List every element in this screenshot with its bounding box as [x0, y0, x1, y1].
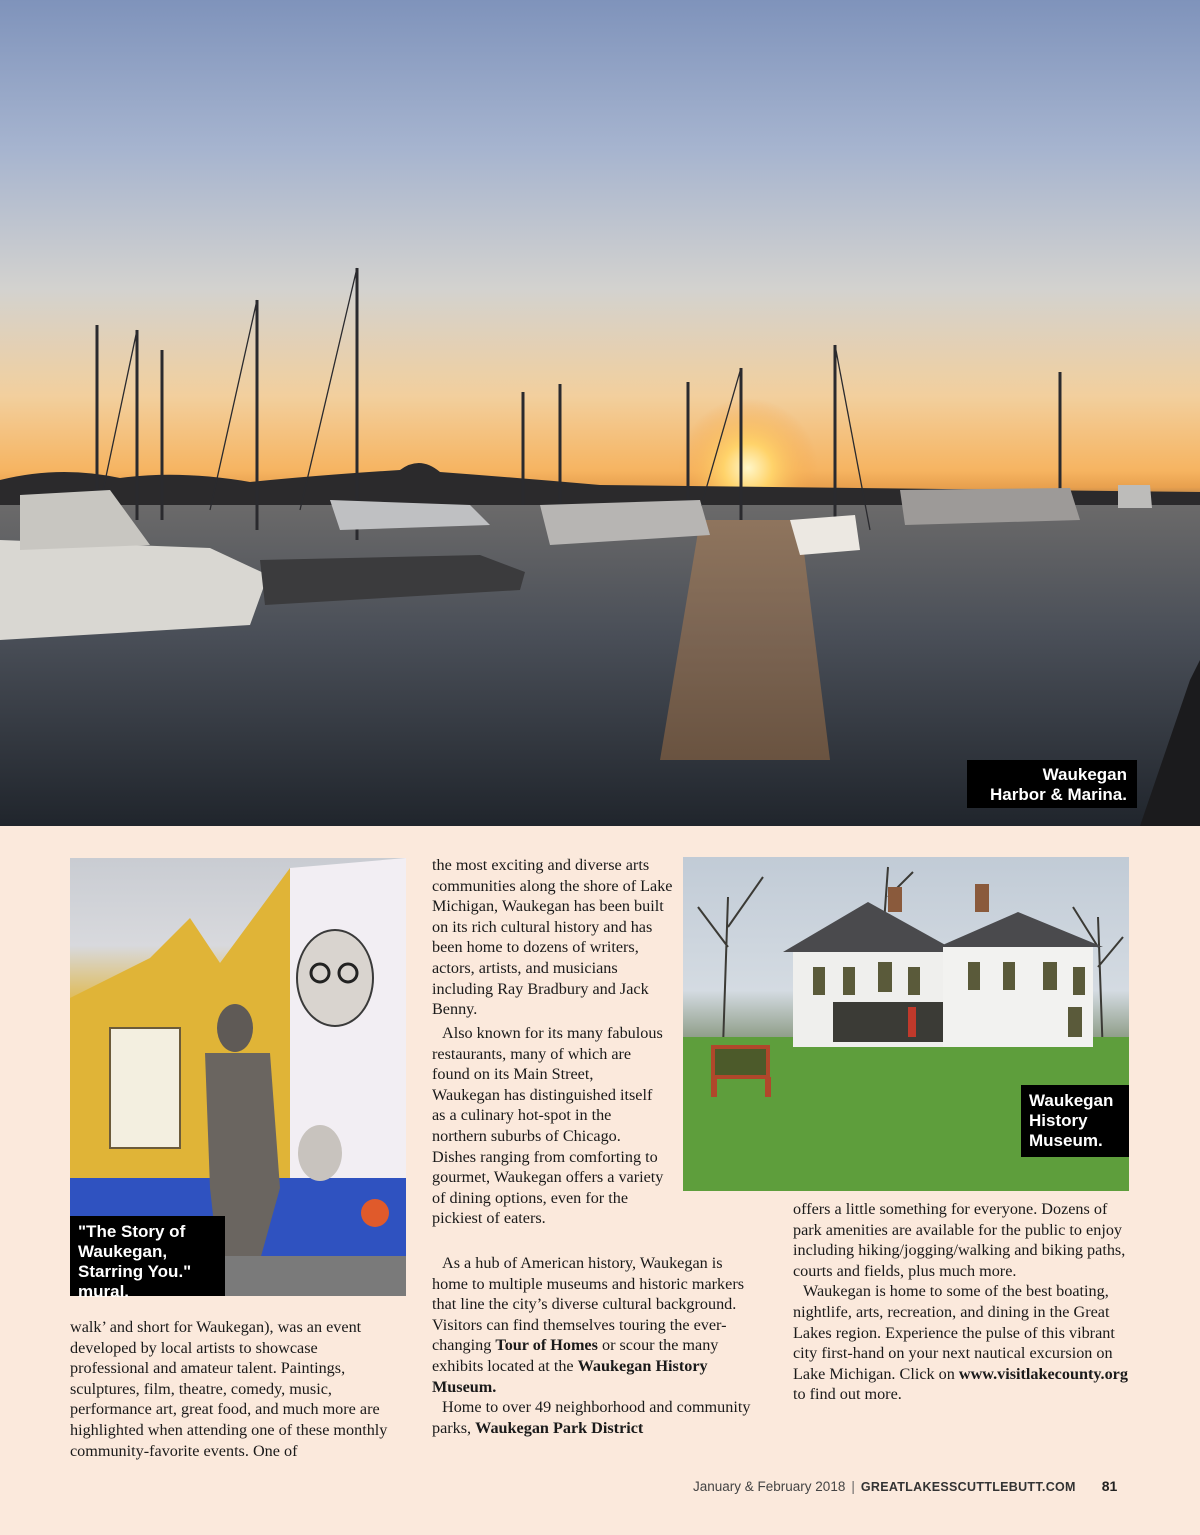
mural-caption: [70, 1216, 225, 1301]
col3-p2-text-c: to find out more.: [793, 1385, 902, 1404]
museum-caption-line-3: Museum.: [1029, 1131, 1103, 1150]
col2-p4-text-a: Home to over 49 neighborhood and community parks,: [432, 1398, 751, 1437]
sign-post-right: [765, 1077, 771, 1097]
museum-caption: [1021, 1085, 1129, 1157]
col3-paragraph-1: offers a little something for everyone. Dozens of park amenities are available for the public to enjoy including hiking/jogging/walking and biking paths, courts and fields, plus much more.: [793, 1200, 1126, 1280]
issue-date: January & February 2018: [693, 1479, 846, 1494]
col2-paragraph-4: [432, 1397, 752, 1438]
col2-paragraph-2: Also known for its many fabulous restaurants, many of which are found on its Main Street, Waukegan has distinguished itself as a culinary hot-spot in the northern suburbs of Chicago. Dishes ranging from comforting to gourmet, Waukegan offers a variety of dining options, even for the pickiest of eaters.: [432, 1024, 664, 1228]
hero-caption-line-2: Harbor & Marina.: [990, 785, 1127, 804]
col3-paragraph-2: [793, 1281, 1129, 1405]
mural-caption-line-4: mural.: [78, 1282, 130, 1301]
museum-roof-left: [783, 902, 958, 952]
museum-porch: [833, 1002, 943, 1042]
chimney-right: [975, 884, 989, 912]
article-column-2-bottom: [432, 1253, 752, 1438]
boat-sail: [790, 515, 860, 555]
hero-caption: [967, 760, 1137, 808]
mural-portrait-face: [297, 930, 373, 1026]
sign-post-left: [711, 1077, 717, 1097]
mural-caption-line-2: Waukegan,: [78, 1242, 168, 1261]
tour-of-homes-bold: Tour of Homes: [495, 1336, 598, 1355]
museum-caption-line-1: Waukegan: [1029, 1091, 1114, 1110]
visitlakecounty-link[interactable]: www.visitlakecounty.org: [958, 1364, 1128, 1383]
col2-p3-text-c: or scour the many exhibits located at the: [432, 1336, 719, 1375]
page-number: 81: [1101, 1478, 1118, 1494]
mural-theater-marquee: [110, 1028, 180, 1148]
mural-flower: [361, 1199, 389, 1227]
article-column-3: [793, 1199, 1129, 1405]
boats-right: [900, 488, 1080, 525]
history-museum-bold: Waukegan History Museum.: [432, 1356, 708, 1396]
mural-caption-line-1: "The Story of: [78, 1222, 186, 1241]
site-url[interactable]: GREATLAKESSCUTTLEBUTT.COM: [860, 1480, 1076, 1494]
mural-portrait-small: [298, 1125, 342, 1181]
boat-far-right: [1118, 485, 1152, 508]
park-district-bold: Waukegan Park District: [475, 1418, 644, 1437]
museum-door: [908, 1007, 916, 1037]
col3-p2-text-a: Waukegan is home to some of the best boating, nightlife, arts, recreation, and dining in the Great Lakes region. Experience the pulse of this vibrant city first-hand on your next nautical excursion on Lake Michigan. Click on: [793, 1282, 1115, 1383]
article-column-2-top: [432, 855, 677, 1020]
museum-sign: [713, 1047, 768, 1077]
page-footer: [693, 1478, 1118, 1498]
footer-separator: |: [851, 1479, 855, 1494]
mural-caption-line-3: Starring You.": [78, 1262, 192, 1281]
hero-caption-line-1: Waukegan: [1042, 765, 1127, 784]
mural-figure-head: [217, 1004, 253, 1052]
col2-paragraph-3: [432, 1253, 752, 1397]
col2-p3-text-a: As a hub of American history, Waukegan is home to multiple museums and historic markers that line the city’s diverse cultural background. Visitors can find themselves touring the ever-changing: [432, 1254, 745, 1355]
article-column-2-middle: [432, 1023, 664, 1229]
chimney-left: [888, 887, 902, 912]
museum-caption-line-2: History: [1029, 1111, 1088, 1130]
article-column-1: [70, 1317, 400, 1461]
col2-paragraph-1: the most exciting and diverse arts communities along the shore of Lake Michigan, Waukegan has been built on its rich cultural history and has been home to dozens of writers, actors, artists, and musicians including Ray Bradbury and Jack Benny.: [432, 856, 673, 1019]
col1-paragraph: walk’ and short for Waukegan), was an event developed by local artists to showcase professional and amateur talent. Paintings, sculptures, film, theatre, comedy, music, performance art, great food, and much more are highlighted when attending one of these monthly community-favorite events. One of: [70, 1318, 388, 1460]
